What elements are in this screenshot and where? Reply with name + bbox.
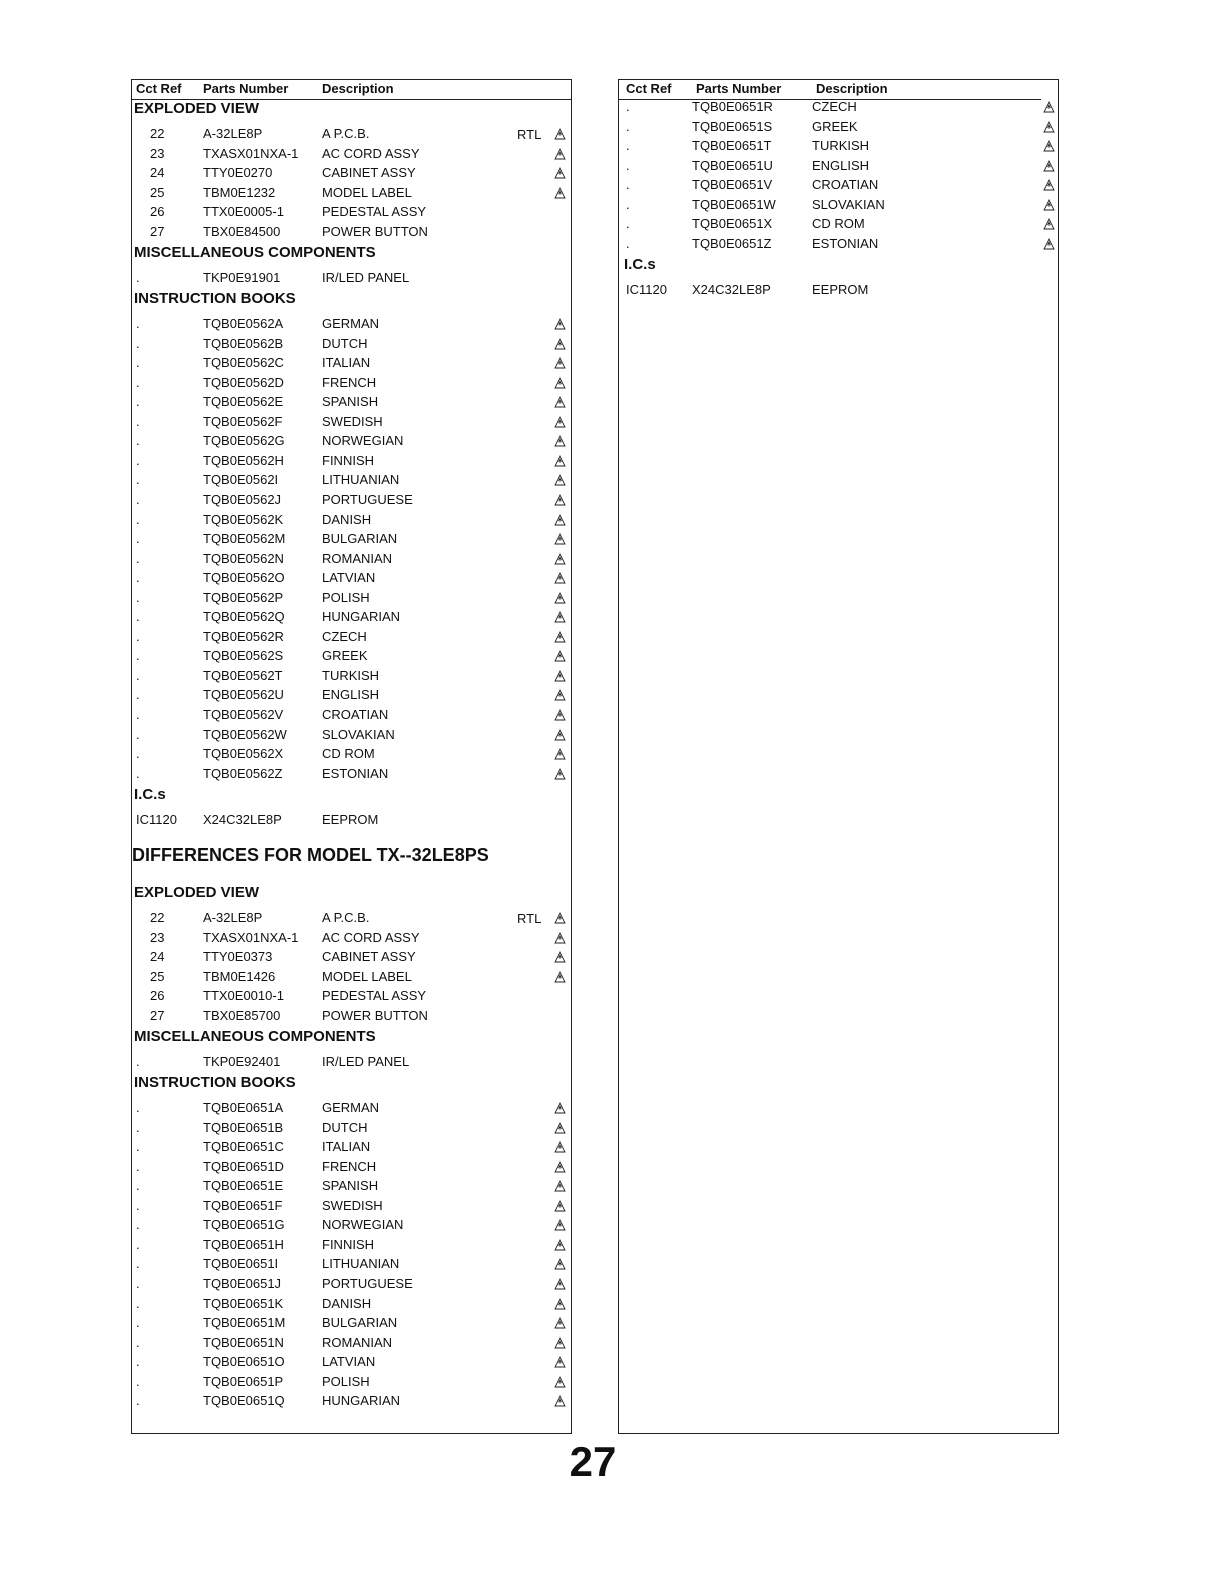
part-description: SLOVAKIAN (812, 196, 885, 212)
part-description: CD ROM (812, 216, 865, 232)
cct-ref: . (136, 687, 140, 703)
cct-ref: . (626, 216, 630, 232)
cct-ref: 26 (150, 988, 165, 1004)
part-number: TQB0E0651U (692, 157, 773, 173)
part-description: CZECH (322, 628, 367, 644)
cct-ref: . (136, 726, 140, 742)
cct-ref: . (136, 394, 140, 410)
part-number: TQB0E0562J (203, 491, 282, 507)
safety-warning-icon (554, 318, 566, 330)
cct-ref: . (136, 491, 140, 507)
cct-ref: . (136, 1354, 140, 1370)
part-number: TQB0E0562T (203, 667, 283, 683)
part-description: FINNISH (322, 1236, 374, 1252)
cct-ref: . (136, 335, 140, 351)
cct-ref: . (136, 1275, 140, 1291)
cct-ref: 23 (150, 929, 165, 945)
part-description: ROMANIAN (322, 1334, 393, 1350)
part-number: TQB0E0562O (203, 570, 285, 586)
part-number: TQB0E0651Z (692, 235, 772, 251)
safety-warning-icon (554, 1141, 566, 1153)
part-number: X24C32LE8P (203, 812, 282, 827)
safety-warning-icon (1043, 238, 1055, 250)
cct-ref: . (136, 413, 140, 429)
part-number: TQB0E0651G (203, 1217, 285, 1233)
part-number: A-32LE8P (203, 126, 263, 141)
part-description: DUTCH (322, 335, 368, 351)
section-title: MISCELLANEOUS COMPONENTS (134, 244, 376, 261)
cct-ref: 25 (150, 184, 165, 200)
part-description: CROATIAN (322, 707, 389, 722)
cct-ref: . (626, 196, 630, 212)
part-description: FINNISH (322, 452, 374, 468)
part-description: GREEK (322, 648, 368, 664)
safety-warning-icon (554, 148, 566, 160)
cct-ref: . (136, 1178, 140, 1194)
part-description: TURKISH (322, 667, 380, 683)
cct-ref: . (136, 511, 140, 527)
cct-ref: . (136, 1295, 140, 1311)
cct-ref: . (136, 452, 140, 468)
cct-ref: . (136, 628, 140, 644)
part-number: TQB0E0562N (203, 550, 284, 566)
cct-ref: 25 (150, 968, 165, 984)
differences-title: DIFFERENCES FOR MODEL TX--32LE8PS (132, 845, 489, 865)
part-number: TQB0E0562A (203, 316, 284, 331)
part-description: A P.C.B. (322, 126, 370, 141)
part-number: TQB0E0651B (203, 1119, 284, 1135)
cct-ref: 26 (150, 204, 165, 220)
part-description: SPANISH (322, 394, 379, 410)
safety-warning-icon (554, 971, 566, 983)
header-description: Description (816, 81, 888, 96)
safety-warning-icon (554, 474, 566, 486)
part-description: MODEL LABEL (322, 184, 412, 200)
safety-warning-icon (554, 689, 566, 701)
part-number: X24C32LE8P (692, 282, 771, 297)
safety-warning-icon (554, 1298, 566, 1310)
part-description: CABINET ASSY (322, 949, 416, 965)
cct-ref: 24 (150, 165, 165, 181)
part-description: DANISH (322, 1295, 372, 1311)
part-number: TQB0E0651P (203, 1373, 284, 1389)
cct-ref: . (136, 472, 140, 488)
safety-warning-icon (554, 1180, 566, 1192)
safety-warning-icon (554, 1200, 566, 1212)
safety-warning-icon (554, 533, 566, 545)
part-number: TQB0E0651X (692, 216, 773, 232)
cct-ref: IC1120 (136, 812, 177, 827)
safety-warning-icon (554, 494, 566, 506)
part-description: DUTCH (322, 1119, 368, 1135)
safety-warning-icon (554, 932, 566, 944)
part-number: TBM0E1232 (203, 184, 276, 200)
part-number: TKP0E92401 (203, 1054, 281, 1069)
part-number: TKP0E91901 (203, 270, 281, 285)
safety-warning-icon (554, 1337, 566, 1349)
safety-warning-icon (554, 1102, 566, 1114)
cct-ref: . (136, 765, 140, 781)
cct-ref: . (136, 355, 140, 371)
cct-ref: . (136, 707, 140, 722)
section-title: EXPLODED VIEW (134, 884, 260, 901)
safety-warning-icon (554, 611, 566, 623)
cct-ref: . (136, 1100, 140, 1115)
part-number: TQB0E0562M (203, 531, 286, 547)
part-number: TQB0E0651D (203, 1158, 284, 1174)
part-number: TQB0E0651F (203, 1197, 283, 1213)
part-number: TQB0E0562V (203, 707, 284, 722)
part-number: TQB0E0562F (203, 413, 283, 429)
safety-warning-icon (554, 768, 566, 780)
part-number: TQB0E0562I (203, 472, 279, 488)
safety-warning-icon (554, 650, 566, 662)
part-number: TQB0E0562C (203, 355, 284, 371)
section-title: I.C.s (134, 786, 166, 803)
safety-warning-icon (1043, 101, 1055, 113)
cct-ref: . (626, 138, 630, 154)
part-number: TQB0E0651J (203, 1275, 282, 1291)
part-number: TQB0E0562K (203, 511, 284, 527)
part-number: TTX0E0010-1 (203, 988, 284, 1004)
part-number: TQB0E0651T (692, 138, 772, 154)
part-number: TBM0E1426 (203, 968, 276, 984)
part-description: CD ROM (322, 746, 375, 762)
cct-ref: . (136, 1334, 140, 1350)
part-description: PORTUGUESE (322, 1275, 413, 1291)
cct-ref: . (136, 1256, 140, 1272)
safety-warning-icon (554, 553, 566, 565)
part-description: GREEK (812, 118, 858, 134)
cct-ref: . (626, 99, 630, 114)
part-number: TQB0E0651N (203, 1334, 284, 1350)
safety-warning-icon (554, 592, 566, 604)
safety-warning-icon (554, 514, 566, 526)
part-description: EEPROM (812, 282, 869, 297)
cct-ref: . (136, 374, 140, 390)
cct-ref: 24 (150, 949, 165, 965)
part-description: GERMAN (322, 1100, 380, 1115)
part-number: TQB0E0562G (203, 433, 285, 449)
part-description: ENGLISH (322, 687, 380, 703)
safety-warning-icon (554, 1317, 566, 1329)
part-number: TQB0E0651M (203, 1315, 286, 1331)
part-description: IR/LED PANEL (322, 270, 410, 285)
part-number: TQB0E0562B (203, 335, 284, 351)
rtl-marker: RTL (517, 911, 542, 926)
part-description: ROMANIAN (322, 550, 393, 566)
part-number: TQB0E0562X (203, 746, 284, 762)
header-parts-number: Parts Number (203, 81, 289, 96)
part-description: IR/LED PANEL (322, 1054, 410, 1069)
safety-warning-icon (1043, 160, 1055, 172)
part-description: POLISH (322, 589, 370, 605)
cct-ref: . (136, 1139, 140, 1155)
part-description: ENGLISH (812, 157, 870, 173)
part-number: TQB0E0562D (203, 374, 284, 390)
safety-warning-icon (554, 128, 566, 140)
part-description: NORWEGIAN (322, 433, 404, 449)
part-description: BULGARIAN (322, 1315, 398, 1331)
safety-warning-icon (554, 1395, 566, 1407)
cct-ref: . (136, 1119, 140, 1135)
part-description: HUNGARIAN (322, 609, 401, 625)
part-description: HUNGARIAN (322, 1393, 401, 1409)
part-description: ESTONIAN (322, 765, 389, 781)
safety-warning-icon (1043, 218, 1055, 230)
safety-warning-icon (554, 1356, 566, 1368)
part-description: LATVIAN (322, 570, 376, 586)
safety-warning-icon (554, 357, 566, 369)
page-number: 27 (569, 1438, 617, 1485)
part-description: POWER BUTTON (322, 223, 428, 239)
safety-warning-icon (554, 377, 566, 389)
part-number: TQB0E0651E (203, 1178, 284, 1194)
safety-warning-icon (1043, 179, 1055, 191)
part-description: AC CORD ASSY (322, 929, 420, 945)
safety-warning-icon (554, 1161, 566, 1173)
safety-warning-icon (554, 1239, 566, 1251)
cct-ref: . (136, 589, 140, 605)
safety-warning-icon (554, 187, 566, 199)
part-number: TQB0E0651R (692, 99, 773, 114)
part-number: TQB0E0651K (203, 1295, 284, 1311)
part-number: TQB0E0651V (692, 177, 773, 193)
part-number: TQB0E0651A (203, 1100, 284, 1115)
part-number: TTX0E0005-1 (203, 204, 284, 220)
cct-ref: 27 (150, 223, 165, 239)
part-description: SWEDISH (322, 413, 383, 429)
part-number: TQB0E0651H (203, 1236, 284, 1252)
part-description: POWER BUTTON (322, 1007, 428, 1023)
cct-ref: . (136, 270, 140, 285)
section-title: INSTRUCTION BOOKS (134, 290, 296, 307)
cct-ref: . (136, 1158, 140, 1174)
safety-warning-icon (554, 167, 566, 179)
part-number: TQB0E0562U (203, 687, 284, 703)
safety-warning-icon (1043, 140, 1055, 152)
part-description: SPANISH (322, 1178, 379, 1194)
part-description: FRENCH (322, 374, 377, 390)
part-description: LITHUANIAN (322, 1256, 400, 1272)
cct-ref: . (136, 531, 140, 547)
part-number: TQB0E0562P (203, 589, 284, 605)
part-number: TQB0E0562W (203, 726, 287, 742)
cct-ref: . (136, 1054, 140, 1069)
part-description: PEDESTAL ASSY (322, 204, 427, 220)
rtl-marker: RTL (517, 127, 542, 142)
part-number: TQB0E0562R (203, 628, 284, 644)
part-description: GERMAN (322, 316, 380, 331)
part-number: TQB0E0562S (203, 648, 284, 664)
part-number: TQB0E0651Q (203, 1393, 285, 1409)
part-description: NORWEGIAN (322, 1217, 404, 1233)
part-description: BULGARIAN (322, 531, 398, 547)
safety-warning-icon (554, 435, 566, 447)
part-number: TQB0E0651W (692, 196, 776, 212)
cct-ref: 23 (150, 145, 165, 161)
part-number: TTY0E0270 (203, 165, 273, 181)
part-number: TQB0E0562Q (203, 609, 285, 625)
cct-ref: . (136, 667, 140, 683)
cct-ref: . (626, 235, 630, 251)
safety-warning-icon (554, 1122, 566, 1134)
safety-warning-icon (554, 670, 566, 682)
part-description: ITALIAN (322, 355, 371, 371)
part-description: SWEDISH (322, 1197, 383, 1213)
cct-ref: . (136, 1393, 140, 1409)
cct-ref: . (136, 316, 140, 331)
part-description: SLOVAKIAN (322, 726, 395, 742)
part-number: TQB0E0562E (203, 394, 284, 410)
header-cct-ref: Cct Ref (626, 81, 672, 96)
cct-ref: . (136, 570, 140, 586)
safety-warning-icon (554, 709, 566, 721)
cct-ref: . (626, 118, 630, 134)
part-description: LATVIAN (322, 1354, 376, 1370)
cct-ref: 22 (150, 126, 165, 141)
part-description: TURKISH (812, 138, 870, 154)
safety-warning-icon (554, 1376, 566, 1388)
part-number: TQB0E0651I (203, 1256, 279, 1272)
cct-ref: . (136, 1315, 140, 1331)
cct-ref: 27 (150, 1007, 165, 1023)
safety-warning-icon (554, 748, 566, 760)
part-description: CROATIAN (812, 177, 879, 193)
safety-warning-icon (554, 1278, 566, 1290)
part-number: TQB0E0651S (692, 118, 773, 134)
safety-warning-icon (554, 729, 566, 741)
part-number: TXASX01NXA-1 (203, 145, 299, 161)
cct-ref: . (136, 648, 140, 664)
cct-ref: . (136, 433, 140, 449)
cct-ref: . (626, 177, 630, 193)
cct-ref: . (136, 1373, 140, 1389)
safety-warning-icon (554, 631, 566, 643)
part-description: MODEL LABEL (322, 968, 412, 984)
part-description: FRENCH (322, 1158, 377, 1174)
part-description: POLISH (322, 1373, 370, 1389)
header-parts-number: Parts Number (696, 81, 782, 96)
part-number: TXASX01NXA-1 (203, 929, 299, 945)
part-number: TQB0E0651O (203, 1354, 285, 1370)
safety-warning-icon (554, 416, 566, 428)
part-description: A P.C.B. (322, 910, 370, 925)
safety-warning-icon (554, 951, 566, 963)
part-number: A-32LE8P (203, 910, 263, 925)
safety-warning-icon (554, 912, 566, 924)
safety-warning-icon (554, 1219, 566, 1231)
header-cct-ref: Cct Ref (136, 81, 182, 96)
cct-ref: . (136, 746, 140, 762)
part-number: TQB0E0562H (203, 452, 284, 468)
part-description: CZECH (812, 99, 857, 114)
header-description: Description (322, 81, 394, 96)
section-title: EXPLODED VIEW (134, 100, 260, 117)
safety-warning-icon (554, 455, 566, 467)
safety-warning-icon (554, 338, 566, 350)
part-description: PORTUGUESE (322, 491, 413, 507)
cct-ref: IC1120 (626, 282, 667, 297)
part-description: DANISH (322, 511, 372, 527)
part-number: TQB0E0562Z (203, 765, 283, 781)
safety-warning-icon (1043, 199, 1055, 211)
part-description: ESTONIAN (812, 235, 879, 251)
part-description: ITALIAN (322, 1139, 371, 1155)
part-number: TQB0E0651C (203, 1139, 284, 1155)
safety-warning-icon (554, 1258, 566, 1270)
section-title: INSTRUCTION BOOKS (134, 1074, 296, 1091)
safety-warning-icon (554, 572, 566, 584)
part-description: EEPROM (322, 812, 379, 827)
cct-ref: . (136, 1236, 140, 1252)
section-title: I.C.s (624, 256, 656, 273)
cct-ref: . (136, 1217, 140, 1233)
safety-warning-icon (554, 396, 566, 408)
part-description: CABINET ASSY (322, 165, 416, 181)
part-description: AC CORD ASSY (322, 145, 420, 161)
safety-warning-icon (1043, 121, 1055, 133)
part-description: LITHUANIAN (322, 472, 400, 488)
cct-ref: . (136, 1197, 140, 1213)
section-title: MISCELLANEOUS COMPONENTS (134, 1028, 376, 1045)
cct-ref: . (626, 157, 630, 173)
part-description: PEDESTAL ASSY (322, 988, 427, 1004)
part-number: TBX0E84500 (203, 223, 281, 239)
cct-ref: . (136, 609, 140, 625)
part-number: TBX0E85700 (203, 1007, 281, 1023)
cct-ref: . (136, 550, 140, 566)
part-number: TTY0E0373 (203, 949, 273, 965)
cct-ref: 22 (150, 910, 165, 925)
